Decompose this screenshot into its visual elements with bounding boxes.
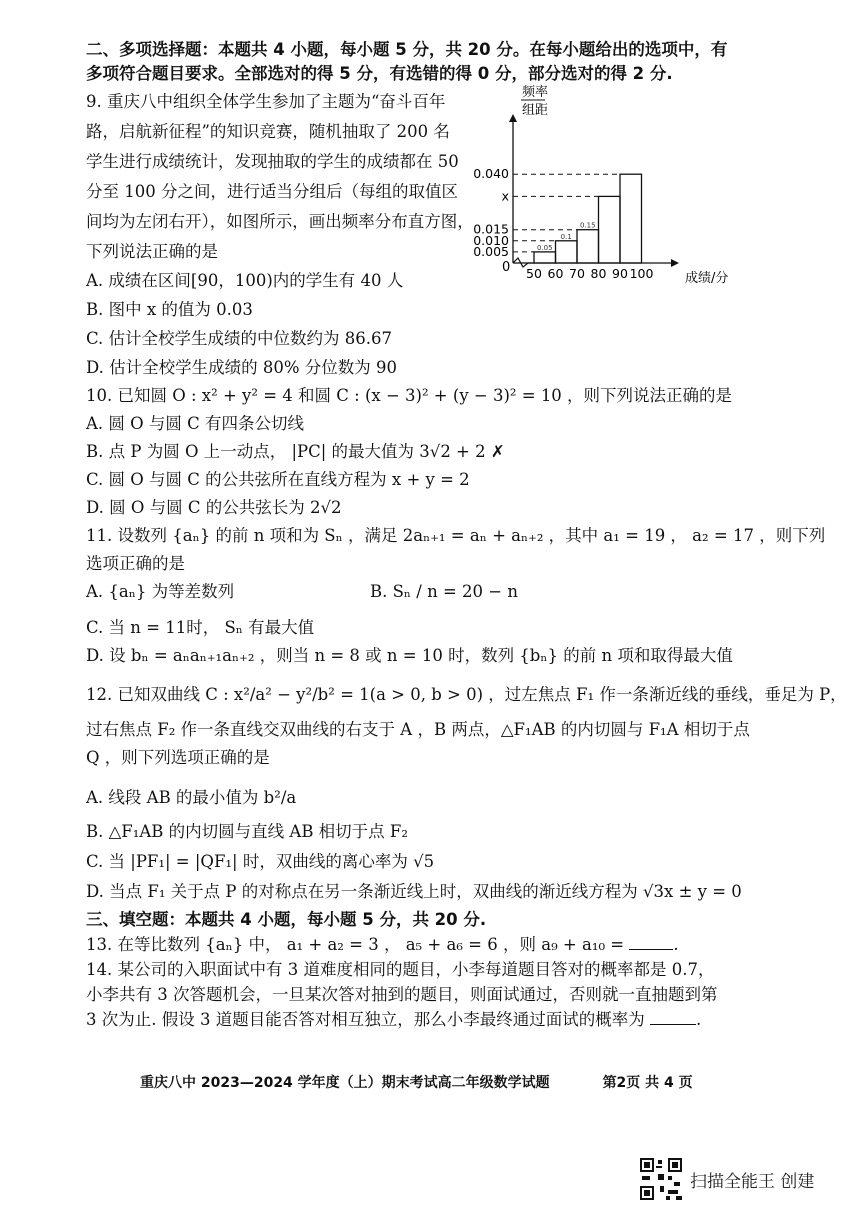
qr-code-icon (640, 1158, 682, 1200)
origin-label: 0 (502, 260, 511, 275)
q9-line: 学生进行成绩统计，发现抽取的学生的成绩都在 50 (86, 152, 459, 171)
q10-option-c: C. 圆 O 与圆 C 的公共弦所在直线方程为 x + y = 2 (86, 470, 470, 489)
q12-option-b: B. △F₁AB 的内切圆与直线 AB 相切于点 F₂ (86, 822, 408, 841)
section2-heading-line1: 二、多项选择题：本题共 4 小题，每小题 5 分，共 20 分。在每小题给出的选项中，有 (86, 40, 728, 59)
q11-option-b: B. Sₙ / n = 20 − n (370, 582, 518, 601)
q14-line2: 小李共有 3 次答题机会，一旦某次答对抽到的题目，则面试通过，否则就一直抽题到第 (86, 985, 718, 1004)
footer-page-number: 第2页 共 4 页 (602, 1075, 693, 1091)
y-tick-label: 0.015 (473, 221, 509, 237)
scanner-app-text: 扫描全能王 创建 (690, 1171, 815, 1192)
y-tick-label: x (501, 188, 509, 204)
q11-option-c: C. 当 n = 11时， Sₙ 有最大值 (86, 618, 315, 637)
q11-stem-line1: 11. 设数列 {aₙ} 的前 n 项和为 Sₙ ，满足 2aₙ₊₁ = aₙ + aₙ₊₂ ，其中 a₁ = 19 ， a₂ = 17 ，则下列 (86, 526, 826, 545)
y-tick-label: 0.010 (473, 232, 509, 248)
q9-line: 下列说法正确的是 (86, 242, 218, 261)
q14-line3: 3 次为止. 假设 3 道题目能否答对相互独立，那么小李最终通过面试的概率为 . (86, 1010, 702, 1029)
q9-line: 间均为左闭右开），如图所示，画出频率分布直方图， (86, 212, 474, 231)
q12-option-d: D. 当点 F₁ 关于点 P 的对称点在另一条渐近线上时，双曲线的渐近线方程为 √3x ± y = 0 (86, 882, 742, 901)
q9-line: 分至 100 分之间，进行适当分组后（每组的取值区 (86, 182, 458, 201)
q12-stem-line2: 过右焦点 F₂ 作一条直线交双曲线的右支于 A ，B 两点，△F₁AB 的内切圆与 F₁A 相切于点 (86, 720, 750, 739)
q9-option-d: D. 估计全校学生成绩的 80% 分位数为 90 (86, 358, 398, 377)
footer-title: 重庆八中 2023—2024 学年度（上）期末考试高二年级数学试题 (140, 1075, 550, 1091)
q12-stem-line1: 12. 已知双曲线 C : x²/a² − y²/b² = 1(a > 0, b > 0) ，过左焦点 F₁ 作一条渐近线的垂线，垂足为 P， (86, 685, 847, 704)
x-tick-label: 90 (612, 266, 628, 281)
q12-stem-line3: Q ，则下列选项正确的是 (86, 748, 270, 767)
x-tick-label: 70 (569, 266, 585, 281)
q13-line: 13. 在等比数列 {aₙ} 中， a₁ + a₂ = 3 ， a₅ + a₆ = 6 ，则 a₉ + a₁₀ = . (86, 935, 679, 954)
q13-text: 13. 在等比数列 {aₙ} 中， a₁ + a₂ = 3 ， a₅ + a₆ = 6 ，则 a₉ + a₁₀ = (86, 935, 625, 954)
x-tick-label: 100 (629, 266, 654, 281)
x-tick-label: 50 (526, 266, 542, 281)
q10-option-b: B. 点 P 为圆 O 上一动点， |PC| 的最大值为 3√2 + 2 ✗ (86, 442, 505, 461)
section2-heading-line2: 多项符合题目要求。全部选对的得 5 分，有选错的得 0 分，部分选对的得 2 分. (86, 64, 673, 83)
x-axis-label: 成绩/分 (685, 271, 729, 286)
q10-stem: 10. 已知圆 O : x² + y² = 4 和圆 C : (x − 3)² + (y − 3)² = 10 ，则下列说法正确的是 (86, 386, 733, 405)
q9-option-b: B. 图中 x 的值为 0.03 (86, 300, 253, 319)
q12-option-a: A. 线段 AB 的最小值为 b²/a (86, 788, 297, 807)
q9-line: 路，启航新征程”的知识竞赛，随机抽取了 200 名 (86, 122, 450, 141)
q10-option-d: D. 圆 O 与圆 C 的公共弦长为 2√2 (86, 498, 342, 517)
handwritten-annotation: 0.05 (536, 243, 553, 252)
histogram-bar (577, 230, 599, 263)
q11-stem-line2: 选项正确的是 (86, 554, 185, 573)
q14-answer-blank (650, 1010, 696, 1025)
q9-option-c: C. 估计全校学生成绩的中位数约为 86.67 (86, 329, 393, 348)
histogram-bar (620, 174, 642, 263)
q14-text: 3 次为止. 假设 3 道题目能否答对相互独立，那么小李最终通过面试的概率为 (86, 1010, 645, 1029)
x-axis-arrow (671, 259, 679, 267)
q12-option-c: C. 当 |PF₁| = |QF₁| 时，双曲线的离心率为 √5 (86, 852, 435, 871)
page-footer (140, 1072, 693, 1092)
q9-line: 9. 重庆八中组织全体学生参加了主题为“奋斗百年 (86, 92, 446, 111)
histogram-bar (599, 196, 621, 263)
q11-option-a: A. {aₙ} 为等差数列 (86, 582, 235, 601)
q13-answer-blank (629, 935, 673, 950)
q9-option-a: A. 成绩在区间[90，100)内的学生有 40 人 (86, 271, 404, 290)
q10-option-a: A. 圆 O 与圆 C 有四条公切线 (86, 414, 305, 433)
histogram-bar (556, 241, 578, 263)
handwritten-annotation: 0.1 (560, 232, 572, 241)
x-tick-label: 80 (590, 266, 607, 281)
scanner-watermark (640, 1158, 814, 1200)
y-axis-label-top: 频率 (522, 85, 549, 100)
histogram-bar (534, 252, 556, 263)
frequency-histogram (466, 82, 750, 288)
section3-heading: 三、填空题：本题共 4 小题，每小题 5 分，共 20 分. (86, 910, 487, 929)
handwritten-annotation: 0.15 (579, 221, 596, 230)
y-axis-label-bottom: 组距 (522, 103, 549, 118)
q11-option-d: D. 设 bₙ = aₙaₙ₊₁aₙ₊₂ ，则当 n = 8 或 n = 10 时，数列 {bₙ} 的前 n 项和取得最大值 (86, 646, 733, 665)
y-axis-arrow (509, 114, 517, 122)
q14-line1: 14. 某公司的入职面试中有 3 道难度相同的题目，小李每道题目答对的概率都是 0.7， (86, 960, 715, 979)
x-tick-label: 60 (547, 266, 564, 281)
y-tick-label: 0.040 (473, 166, 509, 182)
y-tick-label: 0.005 (473, 243, 509, 259)
